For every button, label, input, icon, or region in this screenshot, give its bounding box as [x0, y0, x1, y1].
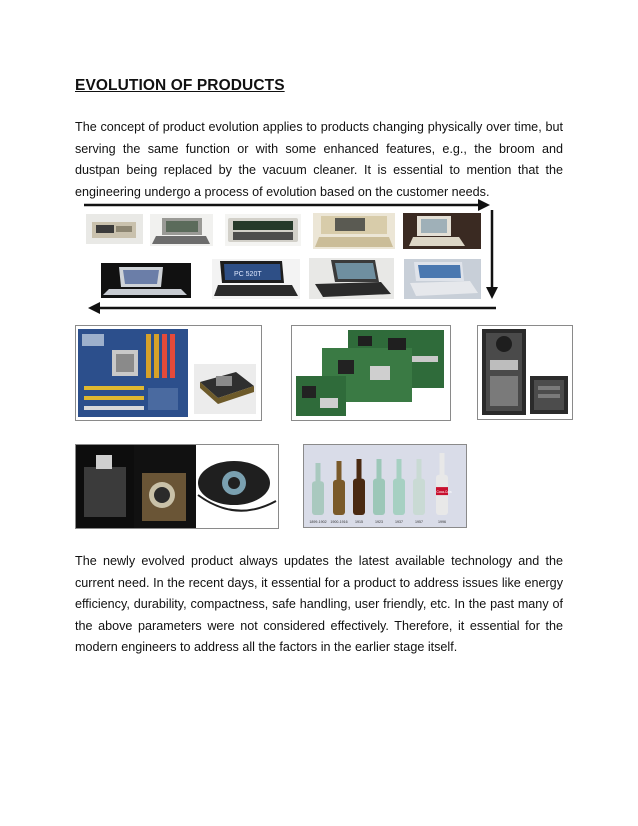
laptop-screen-label: PC 520T — [234, 271, 262, 278]
computer-photo-1 — [86, 214, 143, 244]
computer-photo-5 — [403, 213, 481, 249]
laptop-photo-1 — [101, 263, 191, 298]
intro-paragraph: The concept of product evolution applies to products changing physically over time, but serving the same function or with some enhanced features, e.g., the broom and dustpan being replaced by the vacuum cleaner. It is essential to mention that the engineering undergo a process of evolution based on the customer needs. — [75, 120, 563, 199]
bottle-row — [304, 445, 466, 527]
bottle-year-label: 1923 — [375, 520, 383, 524]
bottle-year-label: 1900-1916 — [330, 520, 348, 524]
motherboard-figure — [75, 325, 262, 421]
conclusion-paragraph: The newly evolved product always updates the latest available technology and the current need. In the recent days, it essential for a product to address issues like energy efficiency, durability, compactness, safe handling, user friendly, etc. In the past many of the above parameters were not considered effectively. Therefore, it essential for the modern engineers to address all the factors in the earlier stage itself. — [75, 554, 563, 655]
computer-photo-3 — [225, 214, 301, 246]
camera-evolution-figure — [75, 444, 279, 529]
bottle-year-label: 1899-1902 — [309, 520, 327, 524]
bottle-year-label: 1937 — [395, 520, 403, 524]
laptop-photo-4 — [404, 259, 481, 299]
bottle-evolution-figure — [303, 444, 467, 528]
coca-cola-label: Coca-Cola — [436, 490, 452, 495]
computer-photo-4 — [313, 213, 395, 249]
computer-case-figure — [477, 325, 573, 420]
bottle-year-label: 1915 — [355, 520, 363, 524]
page-title: EVOLUTION OF PRODUCTS — [75, 77, 285, 94]
circuit-board-figure — [291, 325, 451, 421]
laptop-photo-3 — [309, 258, 394, 299]
laptop-photo-2 — [212, 259, 300, 299]
bottle-year-label: 1957 — [415, 520, 423, 524]
computer-photo-2 — [150, 214, 213, 246]
bottle-year-label: 1996 — [438, 520, 446, 524]
